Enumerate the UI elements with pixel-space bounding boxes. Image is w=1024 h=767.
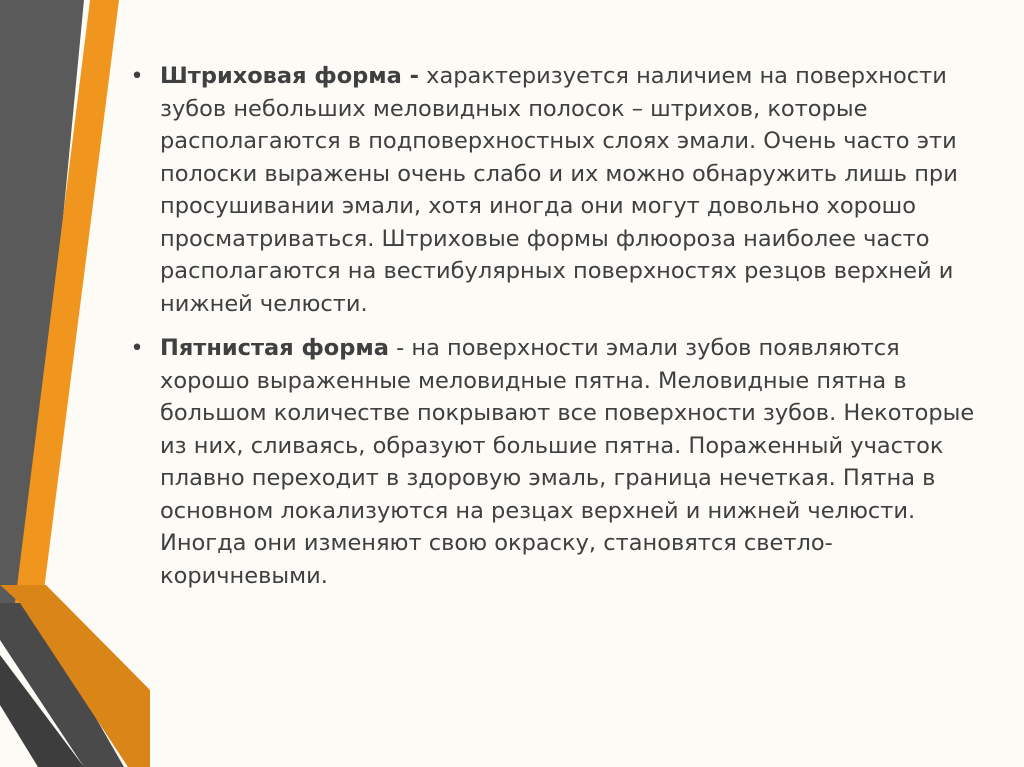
bullet-item-streak-form [128,60,978,320]
content-area [128,60,978,592]
description-streak-form: характеризуется наличием на поверхности зубов небольших меловидных полосок – штрихов, которые располагаются в подповерхностных слоях эмали. Очень часто эти полоски выражены очень слабо и их можно обнаружить лишь при просушивании эмали, хотя иногда они могут довольно хорошо просматриваться. Штриховые формы флюороза наиболее часто располагаются на вестибулярных поверхностях резцов верхней и нижней челюсти. [160,63,958,317]
bullet-icon: • [130,335,144,361]
term-streak-form: Штриховая форма - [160,63,420,89]
bullet-icon: • [130,63,144,89]
term-spotted-form: Пятнистая форма [160,335,389,361]
description-spotted-form: - на поверхности эмали зубов появляются хорошо выраженные меловидные пятна. Меловидные пятна в большом количестве покрывают все поверхности зубов. Некоторые из них, сливаясь, образуют большие пятна. Пораженный участок плавно переходит в здоровую эмаль, граница нечеткая. Пятна в основном локализуются на резцах верхней и нижней челюсти. Иногда они изменяют свою окраску, становятся светло-коричневыми. [160,335,975,589]
bullet-item-spotted-form [128,332,978,592]
